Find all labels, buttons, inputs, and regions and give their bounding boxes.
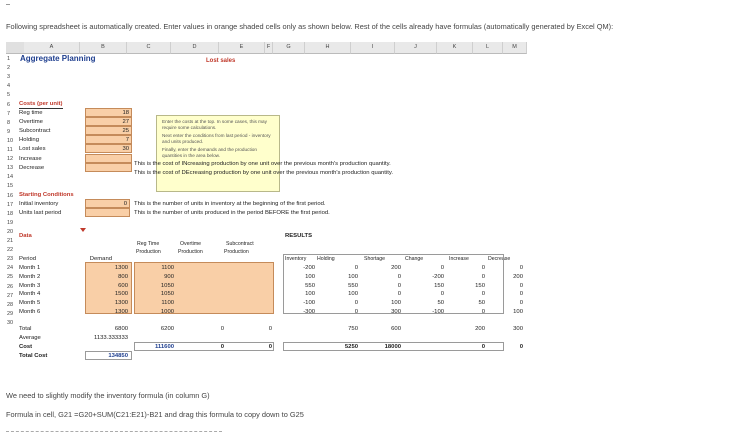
instructions-note [156,115,280,192]
column-header-b[interactable]: B [80,42,127,54]
row-header-3[interactable]: 3 [7,74,11,81]
month-2-inc: 0 [481,273,485,280]
cost-label-0: Reg time [19,110,43,116]
overtime-header-top: Overtime [180,241,202,247]
month-4-change: 0 [440,291,444,298]
month-6-short: 300 [391,309,401,315]
month-6-hold: 0 [354,309,358,315]
month-2-demand[interactable]: 800 [118,273,128,280]
cost-input-6[interactable] [85,163,132,172]
month-2-short: 0 [397,273,401,280]
month-3-demand[interactable]: 600 [118,282,128,289]
note-costs: Enter the costs at the top. In some cases, this may require some calculations. [162,119,267,130]
month-1-hold: 0 [354,265,358,271]
initial-inventory-input[interactable]: 0 [85,199,130,208]
cost-input-4[interactable]: 30 [85,144,132,153]
results-header: RESULTS [285,233,313,239]
row-header-29[interactable]: 29 [7,310,14,317]
cost-input-2[interactable]: 25 [85,126,132,135]
total-demand: 6800 [114,326,128,332]
month-4-dec: 0 [519,291,523,298]
total-cost-label: Total Cost [19,353,48,359]
cost-label-5: Increase [19,155,42,162]
row-header-22[interactable]: 22 [7,247,14,254]
demand-header: Demand [89,256,112,262]
month-5-inc: 50 [478,300,485,307]
row-header-5[interactable]: 5 [7,92,11,99]
row-header-28[interactable]: 28 [7,301,14,308]
footer-note: We need to slightly modify the inventory formula (in column G) [6,391,210,400]
total-decrease: 300 [513,326,523,332]
column-header-f[interactable]: F [265,42,273,54]
overtime-header-bottom: Production [178,249,203,255]
row-header-14[interactable]: 14 [7,174,14,181]
month-3-inv: 550 [305,282,315,289]
footer-formula: Formula in cell, G21 =G20+SUM(C21:E21)-B21 and drag this formula to copy down to G25 [6,410,304,419]
cost-label-3: Holding [19,137,39,144]
month-1-reg[interactable]: 1100 [161,265,174,271]
month-4-inv: 100 [305,291,315,298]
cost-label-2: Subcontract [19,128,51,135]
row-header-18[interactable]: 18 [7,210,14,217]
month-2-hold: 100 [348,273,358,280]
month-5-dec: 0 [519,300,523,307]
month-4-inc: 0 [481,291,485,298]
total-reg: 6200 [160,326,174,332]
starting-conditions-header: Starting Conditions [19,192,74,198]
comment-indicator-icon [80,228,86,232]
month-3-inc: 150 [475,282,485,289]
cost-input-1[interactable]: 27 [85,117,132,126]
month-1-inc: 0 [481,265,485,271]
total-holding: 750 [348,326,358,332]
cost-input-0[interactable]: 18 [85,108,132,117]
column-header-a[interactable]: A [24,42,80,54]
shortage-header: Shortage [364,256,386,262]
month-4-hold: 100 [348,291,358,298]
row-header-24[interactable]: 24 [7,265,14,272]
total-increase: 200 [475,326,485,332]
month-2-inv: 100 [305,273,315,280]
lost-sales-label: Lost sales [206,58,236,64]
column-header-e[interactable]: E [219,42,265,54]
units-last-period-description: This is the number of units produced in the period BEFORE the first period. [134,210,330,216]
cost-holding: 5250 [344,344,358,350]
row-header-15[interactable]: 15 [7,183,14,190]
intro-text: Following spreadsheet is automatically created. Enter values in orange shaded cells only as shown below. Rest of the cells already have formulas (automatically generated by Excel QM): [6,22,614,31]
cost-label: Cost [19,344,33,350]
row-header-26[interactable]: 26 [7,283,14,290]
row-header-7[interactable]: 7 [7,110,11,117]
month-1-inv: -200 [303,265,315,271]
cost-ot: 0 [220,344,224,350]
column-header-c[interactable]: C [127,42,171,54]
row-header-20[interactable]: 20 [7,228,14,235]
month-3-change: 150 [434,282,444,289]
row-header-30[interactable]: 30 [7,319,14,326]
total-label: Total [19,326,32,332]
top-mark [6,4,10,5]
row-header-4[interactable]: 4 [7,83,11,90]
month-6-period: Month 6 [19,309,41,315]
cost-sub: 0 [268,344,272,350]
total-cost-value: 134850 [108,353,128,359]
cost-reg: 111600 [154,344,174,350]
month-1-short: 200 [391,265,401,271]
subcontract-header-top: Subcontract [226,241,254,247]
total-sub: 0 [268,326,272,332]
month-1-dec: 0 [519,265,523,271]
month-1-period: Month 1 [19,265,41,271]
units-last-period-label: Units last period [19,210,62,216]
column-header-g[interactable]: G [273,42,305,54]
spreadsheet[interactable] [6,42,530,384]
reg-time-header-top: Reg Time [137,241,160,247]
row-header-6[interactable]: 6 [7,101,11,108]
period-header: Period [19,256,37,262]
month-6-demand[interactable]: 1300 [114,309,128,315]
bottom-dashed-line [6,431,222,432]
cost-decrease: 0 [519,344,523,350]
note-demands: Finally, enter the demands and the production quantities in the area below. [162,147,258,158]
month-1-demand[interactable]: 1300 [114,265,128,271]
month-5-period: Month 5 [19,300,41,307]
sheet-title: Aggregate Planning [20,54,96,63]
cost-increase: 0 [481,344,485,350]
row-header-25[interactable]: 25 [7,274,14,281]
row-header-9[interactable]: 9 [7,128,11,135]
month-4-demand[interactable]: 1500 [114,291,128,298]
initial-inventory-label: Initial inventory [19,201,59,207]
select-all-corner[interactable] [6,42,25,54]
month-5-inv: -100 [303,300,315,307]
note-conditions: Next enter the conditions from last period - inventory and units produced. [162,133,271,144]
month-3-dec: 0 [519,282,523,289]
row-header-10[interactable]: 10 [7,137,14,144]
month-5-hold: 0 [354,300,358,307]
row-header-21[interactable]: 21 [7,238,14,244]
month-6-dec: 100 [513,309,523,315]
row-header-16[interactable]: 16 [7,192,14,199]
total-ot: 0 [220,326,224,332]
increase-description: This is the cost of INcreasing production by one unit over the previous month's production quantity. [134,161,391,167]
month-2-reg[interactable]: 900 [164,273,174,280]
cost-label-1: Overtime [19,119,43,126]
row-header-27[interactable]: 27 [7,292,14,299]
column-header-d[interactable]: D [171,42,219,54]
data-header: Data [19,233,32,239]
month-2-period: Month 2 [19,273,41,280]
initial-inventory-description: This is the number of units in inventory at the beginning of the first period. [134,201,326,207]
cost-label-6: Decrease [19,164,45,171]
costs-header: Costs (per unit) [19,100,63,109]
column-header-k[interactable]: K [437,42,473,54]
month-6-change: -100 [432,309,444,315]
row-header-1[interactable]: 1 [7,56,11,62]
month-2-dec: 200 [513,273,523,280]
column-header-m[interactable]: M [503,42,527,54]
month-5-demand[interactable]: 1300 [114,300,128,307]
row-header-13[interactable]: 13 [7,165,14,172]
cost-input-5[interactable] [85,154,132,163]
month-4-reg[interactable]: 1050 [160,291,174,298]
row-header-11[interactable]: 11 [7,147,13,153]
row-header-17[interactable]: 17 [7,201,14,208]
change-header: Change [405,256,424,262]
month-4-short: 0 [397,291,401,298]
row-header-12[interactable]: 12 [7,156,14,163]
column-header-h[interactable]: H [305,42,351,54]
row-header-23[interactable]: 23 [7,256,14,263]
units-last-period-input[interactable] [85,208,130,217]
month-1-change: 0 [440,265,444,271]
month-5-change: 50 [437,300,444,307]
column-header-i[interactable]: I [351,42,395,54]
average-demand: 1133.333333 [94,335,128,341]
row-header-19[interactable]: 19 [7,219,14,226]
column-header-j[interactable]: J [395,42,437,54]
cost-input-3[interactable]: 7 [85,135,132,144]
total-shortage: 600 [391,326,401,332]
inventory-header: Inventory [285,256,307,262]
row-header-8[interactable]: 8 [7,119,11,126]
month-4-period: Month 4 [19,291,41,298]
month-5-short: 100 [391,300,401,307]
column-header-l[interactable]: L [473,42,503,54]
cost-shortage: 18000 [384,344,401,350]
month-6-inc: 0 [481,309,485,315]
month-3-hold: 550 [348,282,358,289]
subcontract-header-bottom: Production [224,249,249,255]
reg-time-header-bottom: Production [136,249,161,255]
cost-label-4: Lost sales [19,146,46,153]
row-header-2[interactable]: 2 [7,65,11,72]
average-label: Average [19,335,41,341]
month-2-change: -200 [432,273,444,280]
increase-header: Increase [449,256,469,262]
month-5-reg[interactable]: 1100 [161,300,174,307]
decrease-header: Decrease [488,256,511,262]
month-3-period: Month 3 [19,282,41,289]
month-6-inv: -300 [303,309,315,315]
month-3-short: 0 [397,282,401,289]
month-6-reg[interactable]: 1000 [160,309,174,315]
holding-header: Holding [317,256,335,262]
month-3-reg[interactable]: 1050 [160,282,174,289]
decrease-description: This is the cost of DEcreasing production by one unit over the previous month's production quantity. [134,170,394,176]
